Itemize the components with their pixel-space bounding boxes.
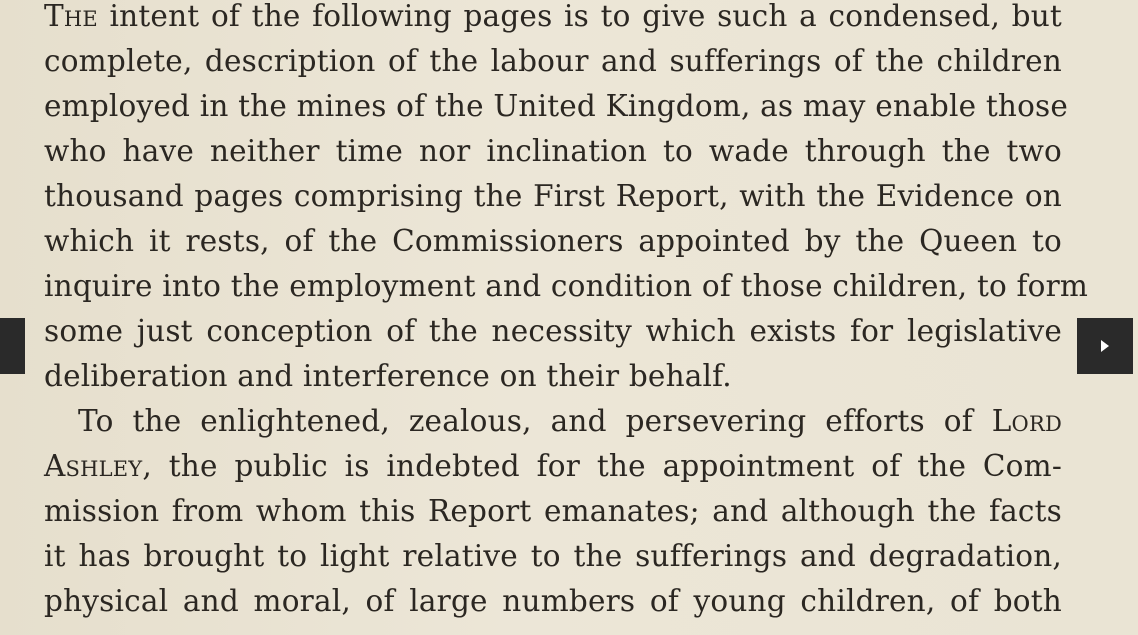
text-line: Ashley, the public is indebted for the appointment of the Com- bbox=[44, 449, 1062, 483]
text-line: who have neither time nor inclination to wade through the two bbox=[44, 134, 1062, 168]
text-line: some just conception of the necessity which exists for legislative bbox=[44, 314, 1062, 348]
next-page-button[interactable] bbox=[1077, 318, 1133, 374]
text-line: mission from whom this Report emanates; and although the facts bbox=[44, 494, 1062, 528]
name-small-caps: Ashley bbox=[44, 449, 143, 483]
play-right-icon bbox=[1099, 338, 1111, 354]
text-line: To the enlightened, zealous, and persevering efforts of Lord bbox=[78, 404, 1062, 438]
text-line: employed in the mines of the United Kingdom, as may enable those bbox=[44, 89, 1069, 123]
name-small-caps: Lord bbox=[991, 404, 1062, 438]
text-line: physical and moral, of large numbers of young children, of both bbox=[44, 584, 1062, 618]
text-line: The intent of the following pages is to give such a condensed, but bbox=[44, 0, 1062, 33]
text-line: deliberation and interference on their behalf. bbox=[44, 359, 732, 393]
text-line: inquire into the employment and condition of those children, to form bbox=[44, 269, 1089, 303]
page-text bbox=[44, 0, 1089, 624]
text-line: complete, description of the labour and sufferings of the children bbox=[44, 44, 1062, 78]
drop-lead-word: The bbox=[44, 0, 98, 33]
text-line: thousand pages comprising the First Report, with the Evidence on bbox=[44, 179, 1062, 213]
text-line: it has brought to light relative to the sufferings and degradation, bbox=[44, 539, 1062, 573]
text-line: which it rests, of the Commissioners appointed by the Queen to bbox=[44, 224, 1062, 258]
previous-page-button[interactable] bbox=[0, 318, 25, 374]
